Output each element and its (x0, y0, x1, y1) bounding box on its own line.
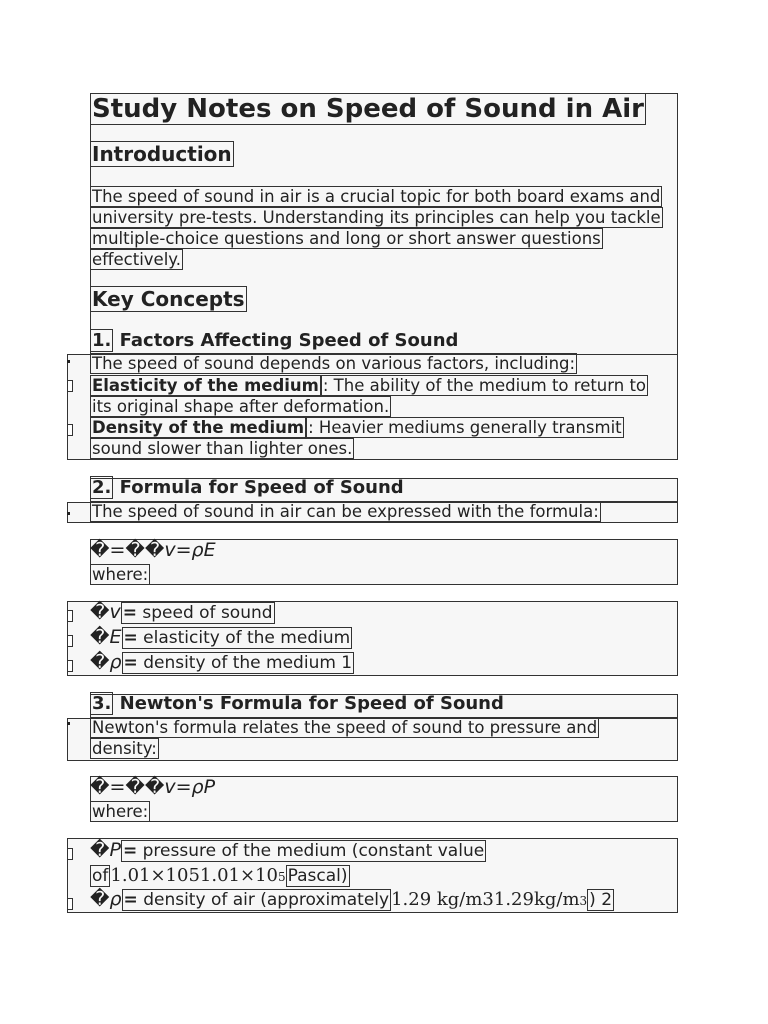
list-item-continuation: its original shape after deformation. (92, 397, 390, 416)
bullet-icon (67, 722, 70, 725)
list-item: Elasticity of the medium : The ability of the medium to return to (92, 376, 647, 395)
bullet-icon (67, 635, 73, 647)
bullet-icon (67, 424, 73, 436)
list-item: �ρ = density of the medium 1 (90, 651, 353, 673)
list-item: �v = speed of sound (90, 601, 273, 623)
list-item: Density of the medium : Heavier mediums generally transmit (92, 418, 622, 437)
bullet-icon (67, 360, 70, 363)
intro-heading: Introduction (92, 142, 232, 166)
where-label: where: (92, 802, 149, 821)
formula: �=��v=ρP (90, 776, 216, 798)
bullet-icon (67, 380, 73, 392)
where-label: where: (92, 565, 149, 584)
list-item: �P = pressure of the medium (constant value (90, 839, 485, 861)
section-3-heading: 3. Newton's Formula for Speed of Sound (92, 693, 504, 714)
bullet-icon (67, 898, 73, 910)
section-3-intro-continuation: density: (92, 739, 157, 758)
bullet-icon (67, 848, 73, 860)
intro-line: effectively. (92, 250, 181, 269)
intro-line: The speed of sound in air is a crucial topic for both board exams and (92, 187, 661, 206)
section-1-heading: 1. Factors Affecting Speed of Sound (92, 330, 459, 351)
formula: �=��v=ρE (90, 539, 216, 561)
list-item: �ρ = density of air (approximately 1.29 kg/m31.29kg/m3 ) 2 (90, 888, 613, 910)
intro-paragraph (90, 186, 663, 270)
section-2-heading: 2. Formula for Speed of Sound (92, 477, 404, 498)
page-title: Study Notes on Speed of Sound in Air (92, 94, 645, 124)
bullet-icon (67, 660, 73, 672)
list-item-continuation: sound slower than lighter ones. (92, 439, 353, 458)
intro-line: university pre-tests. Understanding its principles can help you tackle (92, 208, 661, 227)
bullet-icon (67, 610, 73, 622)
section-3-intro: Newton's formula relates the speed of sound to pressure and (92, 718, 598, 737)
bullet-icon (67, 512, 70, 515)
section-2-intro: The speed of sound in air can be expressed with the formula: (92, 502, 599, 521)
list-item-continuation: of 1.01×1051.01×105 Pascal) (92, 865, 348, 886)
intro-line: multiple-choice questions and long or short answer questions (92, 229, 601, 248)
key-concepts-heading: Key Concepts (92, 287, 245, 311)
section-1-intro: The speed of sound depends on various factors, including: (92, 354, 576, 373)
list-item: �E = elasticity of the medium (90, 626, 351, 648)
